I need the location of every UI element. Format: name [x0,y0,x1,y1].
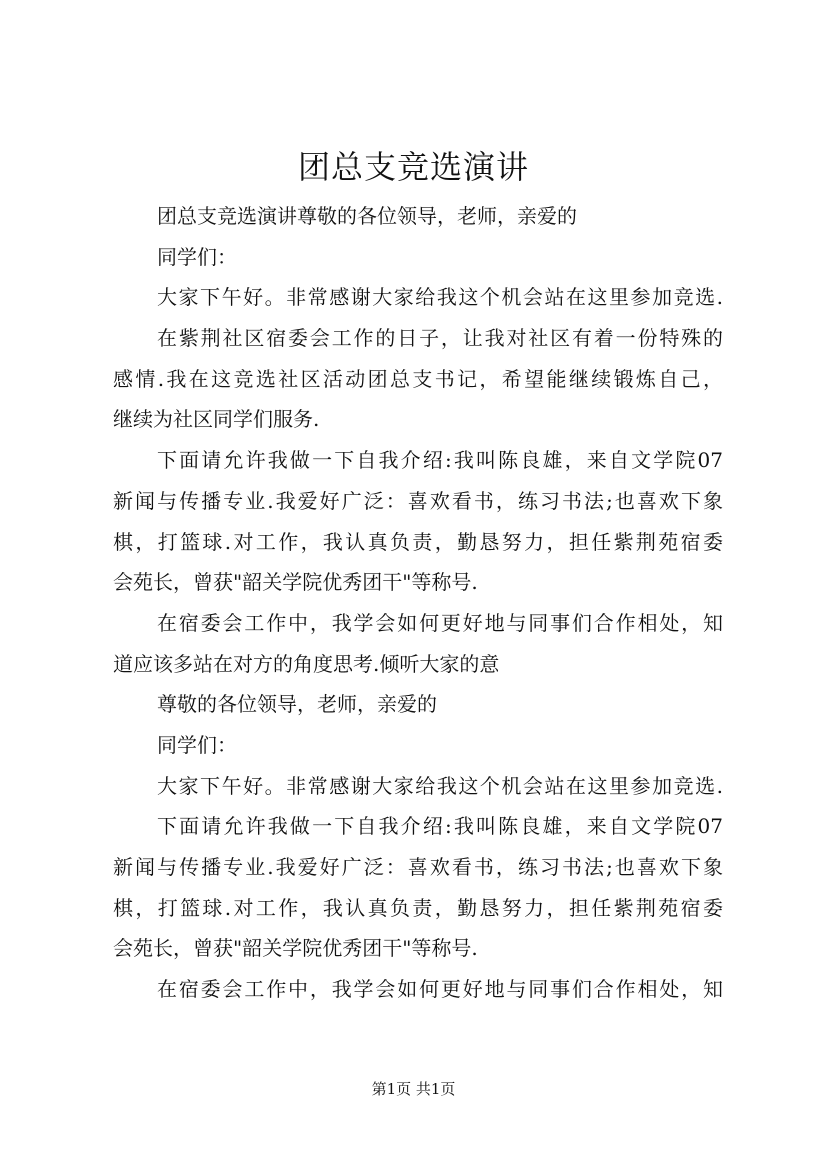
text-line: 同学们： [157,244,237,269]
text-line: 会苑长，曾获"韶关学院优秀团干"等称号. [113,570,478,595]
text-line: 感情.我在这竞选社区活动团总支书记，希望能继续锻炼自己， [113,366,723,391]
text-line: 在宿委会工作中，我学会如何更好地与同事们合作相处，知 [157,610,723,635]
text-line: 大家下午好。非常感谢大家给我这个机会站在这里参加竞选. [157,285,723,310]
text-line: 大家下午好。非常感谢大家给我这个机会站在这里参加竞选. [157,773,723,798]
text-line: 下面请允许我做一下自我介绍:我叫陈良雄，来自文学院07 [157,814,723,839]
text-line: 新闻与传播专业.我爱好广泛：喜欢看书，练习书法;也喜欢下象 [113,488,723,513]
document-title: 团总支竞选演讲 [297,148,529,186]
text-line: 继续为社区同学们服务. [113,407,320,432]
text-line: 下面请允许我做一下自我介绍:我叫陈良雄，来自文学院07 [157,448,723,473]
text-line: 在宿委会工作中，我学会如何更好地与同事们合作相处，知 [157,977,723,1002]
text-line: 会苑长，曾获"韶关学院优秀团干"等称号. [113,936,478,961]
text-line: 团总支竞选演讲尊敬的各位领导，老师，亲爱的 [157,204,577,228]
text-line: 棋，打篮球.对工作，我认真负责，勤恳努力，担任紫荆苑宿委 [113,895,723,920]
text-line: 棋，打篮球.对工作，我认真负责，勤恳努力，担任紫荆苑宿委 [113,529,723,554]
text-line: 尊敬的各位领导，老师，亲爱的 [157,692,437,717]
text-line: 道应该多站在对方的角度思考.倾听大家的意 [113,651,500,676]
page-footer: 第1页 共1页 [371,1080,456,1098]
text-line: 在紫荆社区宿委会工作的日子，让我对社区有着一份特殊的 [157,326,723,351]
text-line: 同学们： [157,732,237,757]
text-line: 新闻与传播专业.我爱好广泛：喜欢看书，练习书法;也喜欢下象 [113,855,723,879]
document-body [113,196,723,1010]
